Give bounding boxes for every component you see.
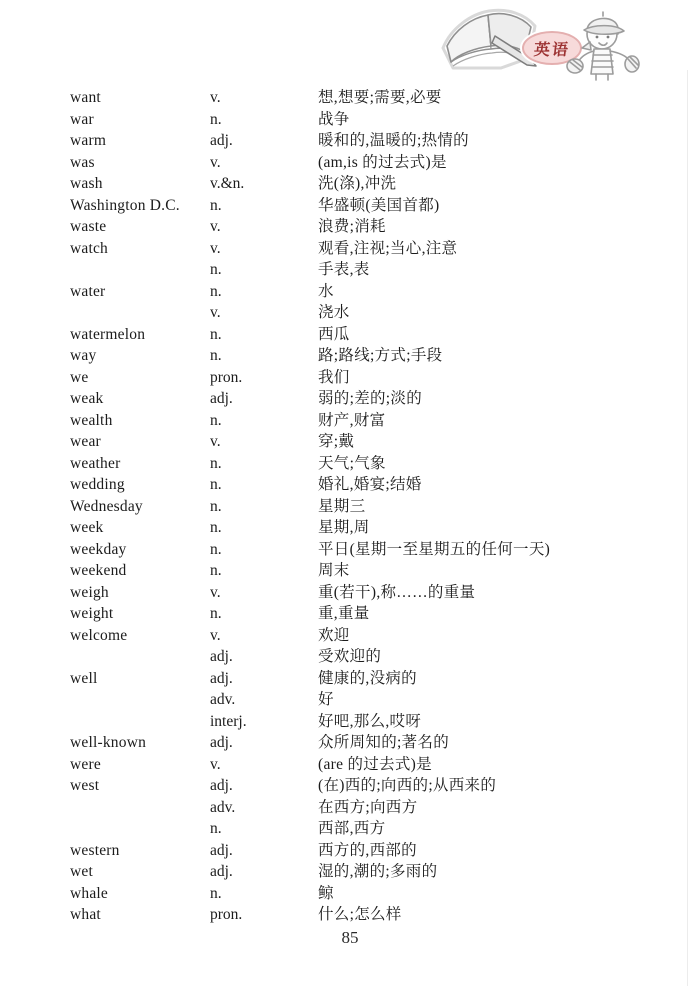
vocab-row — [0, 302, 700, 324]
vocab-def: 浪费;消耗 — [318, 218, 386, 235]
vocab-def: 星期,周 — [318, 519, 370, 536]
vocab-pos: adj. — [210, 390, 233, 407]
vocab-word — [70, 646, 210, 668]
boy-mascot-icon — [558, 4, 646, 84]
vocab-pos: adj. — [210, 734, 233, 751]
vocab-pos: adv. — [210, 798, 236, 816]
vocab-word: was — [70, 153, 95, 171]
vocab-row — [0, 324, 700, 346]
vocab-pos: n. — [210, 454, 222, 472]
vocab-word: watch — [70, 239, 109, 257]
vocab-word: weekday — [70, 540, 127, 558]
vocab-row — [0, 840, 700, 862]
vocab-row — [0, 259, 700, 281]
vocab-pos: adj. — [210, 132, 233, 149]
vocab-word: want — [70, 89, 101, 106]
vocab-word: waste — [70, 218, 107, 235]
vocab-pos: n. — [210, 347, 222, 364]
vocab-pos: v. — [210, 304, 221, 321]
vocab-row — [0, 754, 700, 776]
vocab-def: 华盛顿(美国首都) — [318, 196, 440, 214]
vocab-pos: v. — [210, 433, 221, 450]
vocab-word: way — [70, 347, 97, 364]
vocab-def: (在)西的;向西的;从西来的 — [318, 777, 497, 794]
vocab-pos: v. — [210, 153, 221, 171]
vocab-pos: interj. — [210, 712, 247, 730]
vocab-def: 西方的,西部的 — [318, 841, 417, 859]
vocab-word: we — [70, 368, 89, 386]
vocab-def: 水 — [318, 282, 334, 300]
vocab-def: 鲸 — [318, 884, 334, 902]
vocab-word — [70, 711, 210, 733]
vocab-word — [70, 689, 210, 711]
vocab-word: weather — [70, 454, 121, 472]
vocab-row — [0, 539, 700, 561]
vocab-row — [0, 87, 700, 109]
vocab-row — [0, 345, 700, 367]
vocab-word: weekend — [70, 562, 127, 579]
vocab-word: Washington D.C. — [70, 196, 180, 214]
vocab-word: what — [70, 906, 101, 923]
vocab-pos: v. — [210, 239, 221, 257]
vocab-pos: pron. — [210, 368, 243, 386]
vocab-def: 西瓜 — [318, 325, 350, 343]
vocab-def: 财产,财富 — [318, 411, 386, 429]
vocab-row — [0, 410, 700, 432]
vocab-pos: adj. — [210, 669, 233, 687]
vocab-row — [0, 668, 700, 690]
vocab-row — [0, 474, 700, 496]
vocab-row — [0, 904, 700, 926]
vocab-word: welcome — [70, 626, 128, 644]
vocab-def: 众所周知的;著名的 — [318, 734, 450, 751]
vocab-pos: pron. — [210, 906, 243, 923]
vocab-pos: v. — [210, 89, 221, 106]
vocab-row — [0, 152, 700, 174]
vocab-word: wear — [70, 433, 101, 450]
vocab-pos: n. — [210, 196, 222, 214]
vocab-def: 想,想要;需要,必要 — [318, 89, 442, 106]
subject-badge-label: 英语 — [532, 41, 571, 59]
vocab-def: 天气;气象 — [318, 454, 386, 472]
vocab-pos: v.&n. — [210, 175, 245, 192]
vocab-def: 重(若干),称……的重量 — [318, 583, 476, 601]
vocab-word: wealth — [70, 411, 113, 429]
vocab-pos: n. — [210, 540, 222, 558]
vocab-word — [70, 797, 210, 819]
vocab-row — [0, 560, 700, 582]
vocab-pos: adj. — [210, 863, 233, 880]
vocab-row — [0, 883, 700, 905]
vocab-row — [0, 431, 700, 453]
vocab-row — [0, 775, 700, 797]
vocab-row — [0, 582, 700, 604]
vocab-pos: v. — [210, 626, 221, 644]
vocab-word: water — [70, 282, 106, 300]
vocab-pos: n. — [210, 282, 222, 300]
vocab-pos: n. — [210, 562, 222, 579]
vocab-word: war — [70, 110, 94, 128]
vocab-row — [0, 689, 700, 711]
vocab-row — [0, 496, 700, 518]
vocab-row — [0, 109, 700, 131]
vocab-word: watermelon — [70, 325, 146, 343]
vocab-word: well-known — [70, 734, 147, 751]
vocab-pos: n. — [210, 261, 222, 278]
vocab-pos: n. — [210, 605, 222, 622]
vocab-def: 婚礼,婚宴;结婚 — [318, 476, 422, 493]
vocab-row — [0, 711, 700, 733]
vocab-def: 平日(星期一至星期五的任何一天) — [318, 540, 551, 558]
vocab-def: 什么;怎么样 — [318, 906, 402, 923]
vocab-def: 观看,注视;当心,注意 — [318, 239, 458, 257]
vocab-row — [0, 388, 700, 410]
vocab-word — [70, 818, 210, 840]
vocab-def: 湿的,潮的;多雨的 — [318, 863, 438, 880]
vocab-def: 好吧,那么,哎呀 — [318, 712, 422, 730]
vocab-def: 手表,表 — [318, 261, 370, 278]
vocab-pos: adj. — [210, 648, 233, 665]
vocab-def: 在西方;向西方 — [318, 798, 418, 816]
page-number: 85 — [341, 928, 359, 947]
vocab-word: weight — [70, 605, 114, 622]
vocab-pos: n. — [210, 411, 222, 429]
vocab-row — [0, 818, 700, 840]
vocab-def: 弱的;差的;淡的 — [318, 390, 423, 407]
vocab-def: (am,is 的过去式)是 — [318, 153, 447, 171]
vocab-row — [0, 281, 700, 303]
vocab-pos: v. — [210, 755, 221, 773]
vocab-word — [70, 259, 210, 281]
vocab-word: well — [70, 669, 98, 687]
vocab-row — [0, 603, 700, 625]
vocab-word: Wednesday — [70, 497, 143, 515]
right-edge-rule — [687, 70, 688, 986]
vocab-def: 健康的,没病的 — [318, 669, 417, 687]
vocab-word: were — [70, 755, 101, 773]
vocab-word: west — [70, 777, 100, 794]
vocab-row — [0, 216, 700, 238]
vocab-row — [0, 732, 700, 754]
vocab-pos: adv. — [210, 691, 236, 708]
vocab-word: western — [70, 841, 120, 859]
vocab-pos: v. — [210, 583, 221, 601]
vocab-row — [0, 367, 700, 389]
vocab-def: 重,重量 — [318, 605, 370, 622]
vocab-def: 受欢迎的 — [318, 648, 382, 665]
vocab-def: 西部,西方 — [318, 820, 386, 837]
vocab-def: 洗(涤),冲洗 — [318, 175, 397, 192]
vocab-word: warm — [70, 132, 107, 149]
vocab-word: weigh — [70, 583, 109, 601]
vocab-row — [0, 130, 700, 152]
vocab-row — [0, 797, 700, 819]
vocab-row — [0, 861, 700, 883]
vocab-def: 好 — [318, 691, 334, 708]
vocab-def: 星期三 — [318, 497, 366, 515]
vocab-pos: n. — [210, 884, 222, 902]
vocab-word — [70, 302, 210, 324]
vocab-def: 战争 — [318, 110, 350, 128]
vocab-def: (are 的过去式)是 — [318, 755, 432, 773]
vocab-word: weak — [70, 390, 104, 407]
vocab-pos: adj. — [210, 777, 233, 794]
vocab-row — [0, 625, 700, 647]
vocab-def: 欢迎 — [318, 626, 350, 644]
vocab-pos: v. — [210, 218, 221, 235]
vocab-word: wet — [70, 863, 93, 880]
vocab-word: whale — [70, 884, 109, 902]
vocab-row — [0, 173, 700, 195]
vocab-list — [0, 87, 700, 926]
vocab-row — [0, 195, 700, 217]
vocab-pos: n. — [210, 325, 222, 343]
vocab-row — [0, 238, 700, 260]
vocab-row — [0, 453, 700, 475]
vocab-def: 暖和的,温暖的;热情的 — [318, 132, 469, 149]
vocab-def: 我们 — [318, 368, 350, 386]
vocab-word: week — [70, 519, 104, 536]
vocab-row — [0, 517, 700, 539]
vocab-word: wash — [70, 175, 103, 192]
vocab-pos: n. — [210, 519, 222, 536]
vocab-word: wedding — [70, 476, 125, 493]
vocab-row — [0, 646, 700, 668]
vocab-pos: n. — [210, 476, 222, 493]
vocab-pos: adj. — [210, 841, 233, 859]
vocab-pos: n. — [210, 820, 222, 837]
vocab-pos: n. — [210, 110, 222, 128]
vocab-pos: n. — [210, 497, 222, 515]
vocab-def: 周末 — [318, 562, 350, 579]
vocab-def: 穿;戴 — [318, 433, 355, 450]
vocab-def: 路;路线;方式;手段 — [318, 347, 443, 364]
vocab-def: 浇水 — [318, 304, 350, 321]
